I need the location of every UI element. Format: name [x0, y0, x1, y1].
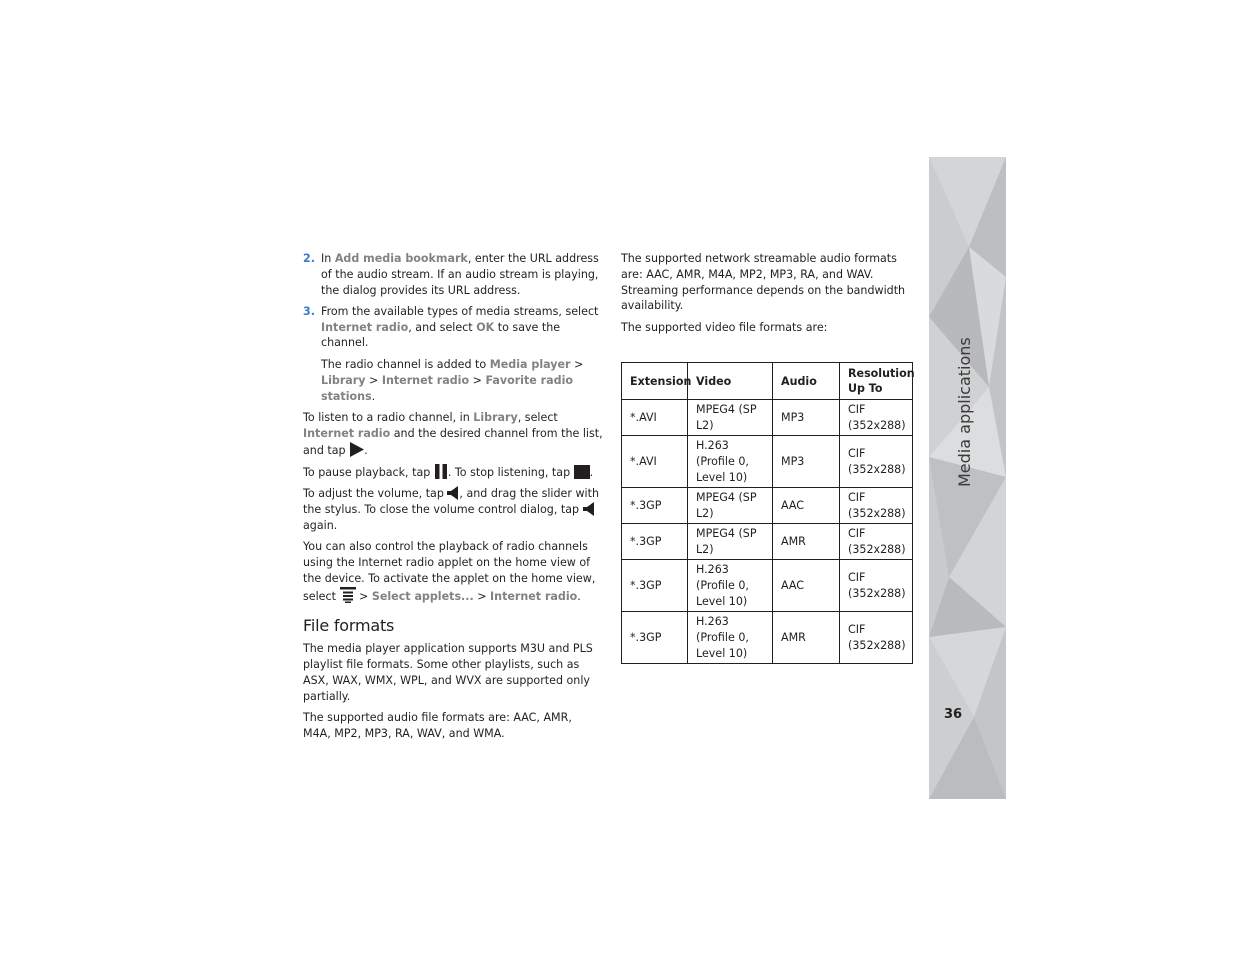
text: , and select	[408, 320, 477, 334]
speaker-icon	[583, 502, 595, 516]
menu-term: Internet radio	[303, 426, 391, 440]
text: To adjust the volume, tap	[303, 487, 448, 501]
separator: >	[473, 589, 491, 603]
step-3	[303, 304, 603, 351]
table-row	[622, 612, 913, 664]
table-row	[622, 488, 913, 524]
table-cell: MP3	[773, 436, 840, 488]
column-header: Resolution Up To	[840, 363, 913, 400]
table-cell: CIF (352x288)	[840, 400, 913, 436]
separator: >	[469, 374, 486, 388]
volume-paragraph	[303, 486, 603, 533]
playlist-paragraph: The media player application supports M3U and PLS playlist file formats. Some other playlists, such as ASX, WAX, WMX, WPL, and WVX are supported only partially.	[303, 642, 593, 703]
text: The radio channel is added to	[321, 358, 490, 372]
separator: >	[570, 358, 584, 372]
text: , select	[517, 411, 558, 425]
listen-paragraph	[303, 410, 603, 458]
text: , enter the URL address of the audio stream. If an audio stream is playing, the dialog provides its URL address.	[321, 252, 599, 297]
stream-formats-paragraph: The supported network streamable audio formats are: AAC, AMR, M4A, MP2, MP3, RA, and WAV. Streaming performance depends on the bandwidth availability.	[621, 252, 906, 313]
text: In	[321, 252, 335, 265]
text: .	[371, 389, 376, 403]
video-intro-paragraph: The supported video file formats are:	[621, 320, 828, 334]
menu-term: Select applets...	[371, 589, 474, 603]
text: , and drag the slider with the stylus. To close the volume control dialog, tap	[303, 487, 600, 517]
table-cell: MPEG4 (SP L2)	[688, 400, 773, 436]
table-cell: *.3GP	[622, 524, 688, 560]
table-cell: AMR	[773, 524, 840, 560]
table-cell: *.3GP	[622, 612, 688, 664]
text: To pause playback, tap	[303, 466, 434, 480]
table-cell: H.263 (Profile 0, Level 10)	[688, 612, 773, 664]
pause-paragraph	[303, 464, 603, 481]
step-number: 3.	[303, 304, 315, 318]
table-cell: AAC	[773, 560, 840, 612]
separator: >	[365, 374, 382, 388]
table-cell: MP3	[773, 400, 840, 436]
column-header: Video	[688, 363, 773, 400]
table-row	[622, 400, 913, 436]
table-row	[622, 560, 913, 612]
table-cell: MPEG4 (SP L2)	[688, 524, 773, 560]
text: .	[577, 589, 581, 603]
step-number: 2.	[303, 252, 315, 265]
menu-term: Internet radio	[490, 589, 578, 603]
table-header-row	[622, 363, 913, 400]
menu-term: Library	[321, 374, 366, 388]
menu-term: Media player	[489, 358, 571, 372]
step-list	[303, 251, 603, 351]
text: .	[589, 466, 594, 480]
text: From the available types of media streams, select	[321, 304, 599, 318]
menu-term: Add media bookmark	[334, 252, 468, 265]
text: .	[364, 443, 368, 457]
menu-term: Favorite radio stations	[321, 374, 573, 403]
right-column	[621, 251, 913, 664]
table-row	[622, 436, 913, 488]
table-cell: H.263 (Profile 0, Level 10)	[688, 436, 773, 488]
table-cell: CIF (352x288)	[840, 436, 913, 488]
column-header: Audio	[773, 363, 840, 400]
menu-term: Internet radio	[321, 320, 409, 334]
menu-term: OK	[476, 320, 495, 334]
applet-paragraph	[303, 539, 603, 604]
separator: >	[355, 589, 372, 603]
left-column	[303, 251, 603, 747]
video-formats-table	[621, 362, 913, 664]
text: You can also control the playback of radio channels using the Internet radio applet on the home view of the device. To activate the applet on the home view, select	[303, 540, 596, 603]
chapter-tab	[929, 157, 1006, 799]
text: and the desired channel from the list, and tap	[303, 426, 603, 457]
table-cell: *.AVI	[622, 400, 688, 436]
note-paragraph	[303, 357, 603, 404]
text: To listen to a radio channel, in	[303, 411, 474, 425]
text: again.	[303, 518, 338, 532]
table-cell: CIF (352x288)	[840, 612, 913, 664]
table-cell: *.AVI	[622, 436, 688, 488]
column-header: Extension	[622, 363, 688, 400]
menu-term: Library	[473, 411, 518, 425]
table-cell: *.3GP	[622, 560, 688, 612]
step-2	[303, 251, 603, 298]
section-heading: File formats	[303, 616, 395, 636]
table-row	[622, 524, 913, 560]
table-cell: CIF (352x288)	[840, 488, 913, 524]
audio-formats-paragraph: The supported audio file formats are: AAC, AMR, M4A, MP2, MP3, RA, WAV, and WMA.	[303, 711, 572, 740]
menu-term: Internet radio	[381, 374, 470, 388]
pause-icon	[434, 464, 448, 479]
page-number: 36	[944, 707, 963, 722]
speaker-icon	[447, 486, 459, 500]
chapter-title: Media applications	[955, 337, 974, 487]
table-cell: H.263 (Profile 0, Level 10)	[688, 560, 773, 612]
menu-icon	[340, 587, 356, 603]
text: . To stop listening, tap	[447, 466, 574, 480]
table-cell: MPEG4 (SP L2)	[688, 488, 773, 524]
text: to save the channel.	[321, 320, 561, 350]
play-icon	[349, 442, 364, 457]
table-cell: CIF (352x288)	[840, 560, 913, 612]
table-cell: AMR	[773, 612, 840, 664]
stop-icon	[574, 465, 590, 479]
table-cell: CIF (352x288)	[840, 524, 913, 560]
table-cell: AAC	[773, 488, 840, 524]
table-cell: *.3GP	[622, 488, 688, 524]
